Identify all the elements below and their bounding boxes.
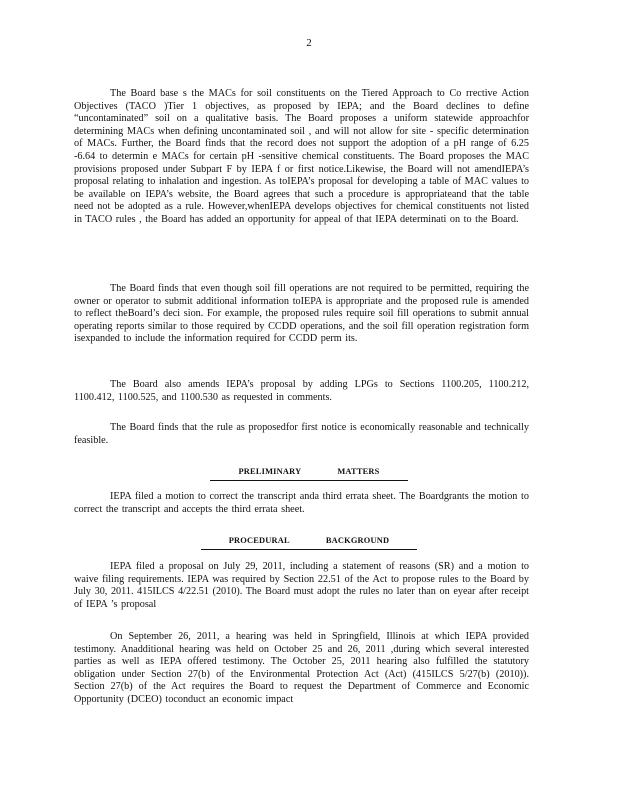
paragraph-soil-fill: The Board finds that even though soil fill operations are not required to be permitted, requiring the owner or operator to submit additional information toIEPA is appropriate and the proposed rule is amended to reflect theBoard’s deci sion. For example, the proposed rules require soil fill operations to submit annual operating reports similar to those required by CCDD operations, and the soil fill operation registration form isexpanded to include the information required for CCDD perm its. [74, 283, 529, 345]
heading-procedural-background: PROCEDURAL BACKGROUND [0, 535, 618, 550]
paragraph-errata-motion: IEPA filed a motion to correct the transcript anda third errata sheet. The Boardgrants the motion to correct the transcript and accepts the third errata sheet. [74, 491, 529, 515]
paragraph-lpgs: The Board also amends IEPA’s proposal by adding LPGs to Sections 1100.205, 1100.212, 1100.412, 1100.525, and 1100.530 as requested in comments. [74, 379, 529, 403]
heading-preliminary-matters: PRELIMINARY MATTERS [0, 466, 618, 481]
paragraph-economic-feasibility: The Board finds that the rule as proposedfor first notice is economically reasonable and technically feasible. [74, 422, 529, 446]
paragraph-mac-basis: The Board base s the MACs for soil constituents on the Tiered Approach to Co rrective Action Objectives (TACO )Tier 1 objectives, as proposed by IEPA; and the Board declines to define “uncontaminated” soil on a qualitative basis. The Board proposes a uniform statewide approachfor determining MACs when defining uncontaminated soil , and will not allow for site - specific determination of MACs. Further, the Board finds that the record does not support the adoption of a pH range of 6.25 -6.64 to determin e MACs for certain pH -sensitive chemical constituents. The Board proposes the MAC provisions proposed under Subpart F by IEPA f or first notice.Likewise, the Board will not amendIEPA’s proposal relating to inhalation and ingestion. As toIEPA’s proposal for developing a table of MAC values to be available on IEPA’s website, the Board agrees that such a procedure is appropriateand that the table need not be adopted as a rule. However,whenIEPA develops objectives for chemical constituents not listed in TACO rules , the Board has added an opportunity for appeal of that IEPA determinati on to the Board. [74, 88, 529, 225]
paragraph-proposal-filing: IEPA filed a proposal on July 29, 2011, including a statement of reasons (SR) and a motion to waive filing requirements. IEPA was required by Section 22.51 of the Act to propose rules to the Board by July 30, 2011. 415ILCS 4/22.51 (2010). The Board must adopt the rules no later than on eyear after receipt of IEPA ’s proposal [74, 561, 529, 610]
paragraph-hearings: On September 26, 2011, a hearing was held in Springfield, Illinois at which IEPA provided testimony. Anadditional hearing was held on October 25 and 26, 2011 ,during which several interested parties as well as IEPA offered testimony. The October 25, 2011 hearing also fulfilled the statutory obligation under Section 27(b) of the Environmental Protection Act (Act) (415ILCS 5/27(b) (2010)). Section 27(b) of the Act requires the Board to request the Department of Commerce and Economic Opportunity (DCEO) toconduct an economic impact [74, 631, 529, 705]
page-number: 2 [306, 37, 312, 49]
